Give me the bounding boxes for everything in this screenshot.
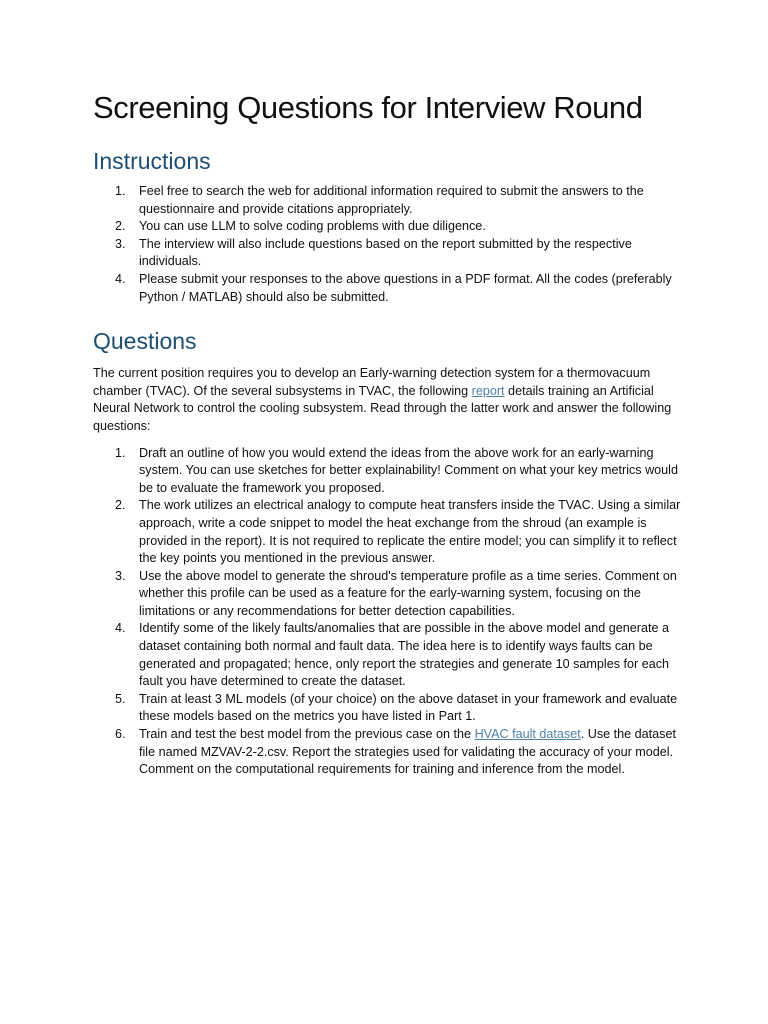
- item-number: 3.: [115, 568, 126, 583]
- item-number: 1.: [115, 445, 126, 460]
- item-text-cont: . Use the dataset file named MZVAV-2-2.csv. Report the strategies used for validating the accuracy of your model. Comment on the computational requirements for training and inference from the model.: [139, 727, 676, 777]
- item-text: Draft an outline of how you would extend the ideas from the above work for an early-warning system. You can use sketches for better explainability! Comment on what your key metrics would be to evaluate the framework you proposed.: [139, 445, 678, 495]
- list-item: [93, 218, 683, 236]
- list-item: [93, 236, 683, 271]
- item-number: 6.: [115, 727, 126, 742]
- list-item: [93, 726, 683, 779]
- item-text: Use the above model to generate the shroud's temperature profile as a time series. Comment on whether this profile can be used as a feature for the early-warning system, focusing on the limitations or any recommendations for better detection capabilities.: [139, 568, 677, 618]
- list-item: [93, 271, 683, 306]
- questions-intro: [93, 365, 683, 435]
- page-title: Screening Questions for Interview Round: [93, 90, 643, 125]
- instructions-list: [93, 183, 683, 306]
- report-link[interactable]: report: [471, 383, 505, 398]
- document-body: [93, 86, 683, 779]
- instructions-heading: Instructions: [93, 148, 211, 174]
- item-text: Identify some of the likely faults/anomalies that are possible in the above model and generate a dataset containing both normal and fault data. The idea here is to identify ways faults can be generated and propagated; hence, only report the strategies and generate 10 samples for each fault you have determined to create the dataset.: [139, 621, 670, 689]
- item-text: The work utilizes an electrical analogy to compute heat transfers inside the TVAC. Using a similar approach, write a code snippet to model the heat exchange from the shroud (an example is provided in the report). It is not required to replicate the entire model; you can simplify it to reflect the key points you mentioned in the previous answer.: [139, 498, 681, 566]
- list-item: [93, 183, 683, 218]
- list-item: [93, 620, 683, 690]
- questions-heading: Questions: [93, 328, 197, 355]
- hvac-fault-dataset-link[interactable]: HVAC fault dataset: [474, 727, 581, 742]
- item-text: Train and test the best model from the previous case on the: [139, 727, 475, 742]
- item-number: 1.: [115, 184, 126, 198]
- item-text: Please submit your responses to the above questions in a PDF format. All the codes (preferably Python / MATLAB) should also be submitted.: [139, 271, 672, 304]
- item-text: You can use LLM to solve coding problems with due diligence.: [139, 219, 486, 234]
- item-text: Train at least 3 ML models (of your choice) on the above dataset in your framework and evaluate these models based on the metrics you have listed in Part 1.: [139, 691, 678, 724]
- list-item: [93, 445, 683, 498]
- item-text: Feel free to search the web for additional information required to submit the answers to the questionnaire and provide citations appropriately.: [139, 184, 644, 216]
- item-text: The interview will also include questions based on the report submitted by the respective individuals.: [139, 236, 632, 269]
- item-number: 2.: [115, 219, 126, 234]
- item-number: 4.: [115, 621, 126, 636]
- list-item: [93, 568, 683, 621]
- list-item: [93, 497, 683, 567]
- item-number: 5.: [115, 691, 126, 706]
- list-item: [93, 691, 683, 726]
- questions-list: [93, 445, 683, 779]
- intro-text-cont: details training an Artificial Neural Network to control the cooling subsystem. Read through the latter work and answer the following questions:: [93, 383, 672, 433]
- item-number: 3.: [115, 236, 126, 251]
- item-number: 2.: [115, 498, 126, 513]
- item-number: 4.: [115, 271, 126, 286]
- intro-text: The current position requires you to develop an Early-warning detection system for a thermovacuum chamber (TVAC). Of the several subsystems in TVAC, the following: [93, 366, 651, 398]
